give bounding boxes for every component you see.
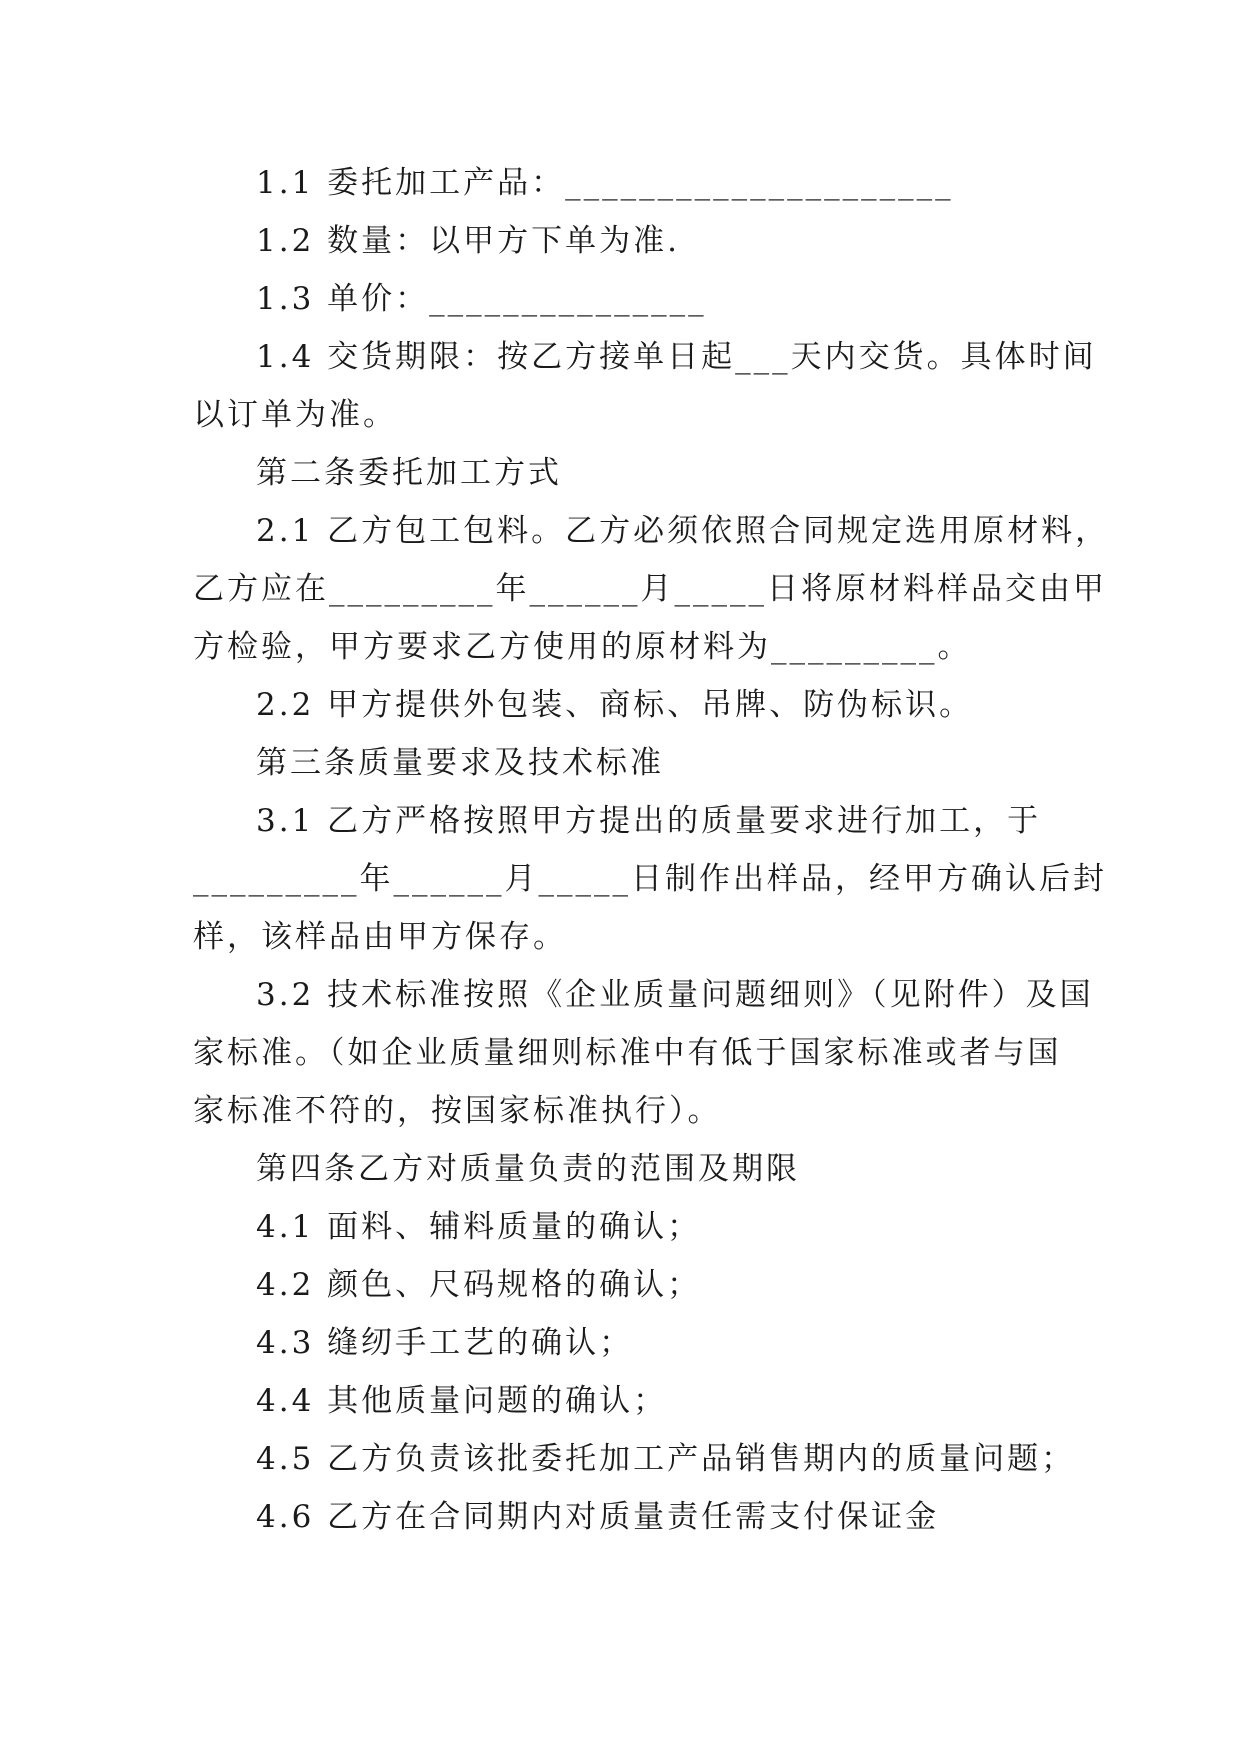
clause-3-1-cont-2: 样，该样品由甲方保存。 xyxy=(193,919,567,955)
document-body xyxy=(193,154,1110,1546)
clause-4-2: 4.2 颜色、尺码规格的确认； xyxy=(256,1267,702,1303)
clause-1-3: 1.3 单价：_______________ xyxy=(256,281,707,317)
clause-2-2: 2.2 甲方提供外包装、商标、吊牌、防伪标识。 xyxy=(256,687,974,723)
clause-1-1: 1.1 委托加工产品：_____________________ xyxy=(256,165,954,201)
clause-4-3: 4.3 缝纫手工艺的确认； xyxy=(256,1325,634,1361)
article-3-heading: 第三条质量要求及技术标准 xyxy=(256,745,664,781)
clause-2-1: 2.1 乙方包工包料。乙方必须依照合同规定选用原材料， xyxy=(256,513,1110,549)
clause-4-5: 4.5 乙方负责该批委托加工产品销售期内的质量问题； xyxy=(256,1441,1076,1477)
clause-3-1-cont-1: _________年______月_____日制作出样品，经甲方确认后封 xyxy=(193,861,1107,897)
clause-2-1-cont-2: 方检验，甲方要求乙方使用的原材料为_________。 xyxy=(193,629,972,665)
clause-1-4: 1.4 交货期限：按乙方接单日起___天内交货。具体时间 xyxy=(256,339,1097,375)
article-4-heading: 第四条乙方对质量负责的范围及期限 xyxy=(256,1151,800,1187)
clause-4-1: 4.1 面料、辅料质量的确认； xyxy=(256,1209,702,1245)
clause-4-6: 4.6 乙方在合同期内对质量责任需支付保证金 xyxy=(256,1499,940,1535)
clause-3-2-cont-1: 家标准。（如企业质量细则标准中有低于国家标准或者与国 xyxy=(193,1035,1062,1071)
clause-3-1: 3.1 乙方严格按照甲方提出的质量要求进行加工，于 xyxy=(256,803,1042,839)
article-2-heading: 第二条委托加工方式 xyxy=(256,455,562,491)
clause-4-4: 4.4 其他质量问题的确认； xyxy=(256,1383,668,1419)
clause-1-2: 1.2 数量：以甲方下单为准. xyxy=(256,223,681,259)
clause-3-2-cont-2: 家标准不符的，按国家标准执行）。 xyxy=(193,1093,722,1129)
clause-3-2: 3.2 技术标准按照《企业质量问题细则》（见附件）及国 xyxy=(256,977,1094,1013)
clause-2-1-cont-1: 乙方应在_________年______月_____日将原材料样品交由甲 xyxy=(193,571,1107,607)
clause-1-4-cont: 以订单为准。 xyxy=(193,397,397,433)
